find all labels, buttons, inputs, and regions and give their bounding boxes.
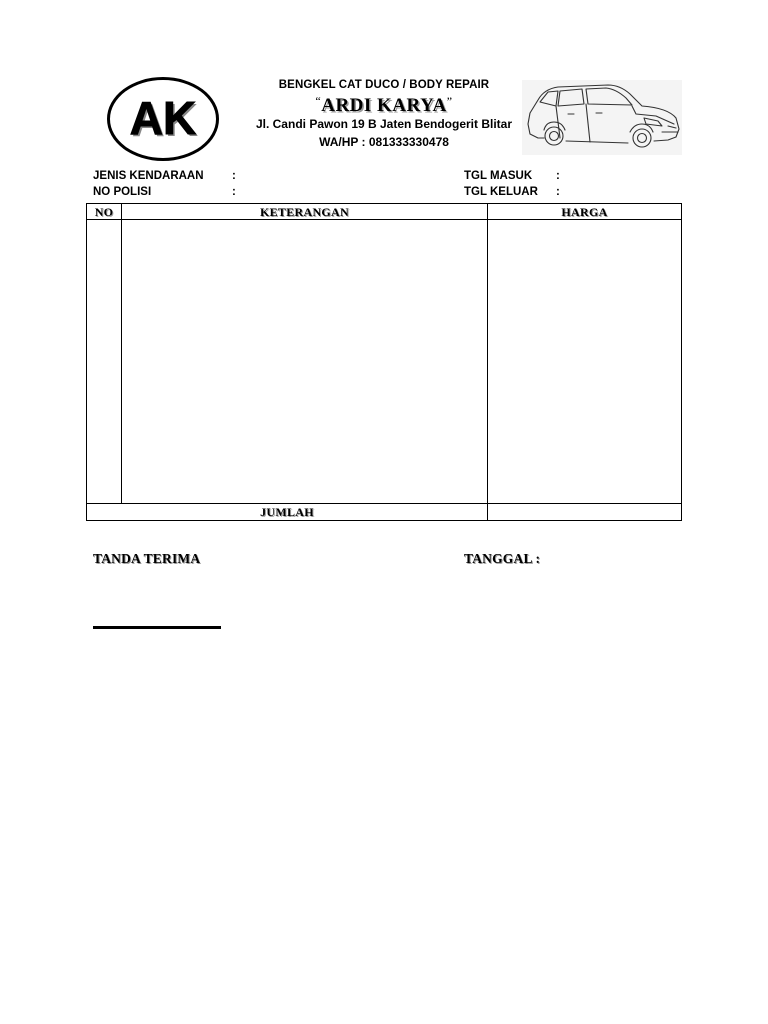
business-contact: WA/HP : 081333330478 bbox=[319, 135, 449, 149]
total-value-cell[interactable] bbox=[488, 504, 681, 520]
harga-cell[interactable] bbox=[488, 220, 681, 503]
tanggal-label: TANGGAL : bbox=[464, 551, 541, 566]
business-type: BENGKEL CAT DUCO / BODY REPAIR bbox=[278, 79, 490, 91]
header-harga: HARGA bbox=[561, 205, 608, 219]
colon-tgl-keluar: : bbox=[556, 186, 560, 198]
colon-no-polisi: : bbox=[232, 186, 236, 198]
total-label: JUMLAH bbox=[260, 505, 314, 519]
invoice-table bbox=[86, 203, 682, 521]
header-no: NO bbox=[94, 205, 114, 219]
colon-tgl-masuk: : bbox=[556, 170, 560, 182]
label-no-polisi: NO POLISI bbox=[93, 186, 152, 198]
business-name bbox=[230, 94, 538, 117]
label-tgl-masuk: TGL MASUK bbox=[464, 170, 533, 182]
logo-text: AK bbox=[129, 92, 197, 144]
keterangan-cell[interactable] bbox=[122, 220, 487, 503]
signature-line bbox=[93, 626, 221, 629]
open-quote: “ bbox=[315, 94, 322, 108]
header-keterangan: KETERANGAN bbox=[259, 205, 349, 219]
label-tgl-keluar: TGL KELUAR bbox=[464, 186, 538, 198]
label-jenis-kendaraan: JENIS KENDARAAN bbox=[93, 170, 204, 182]
business-name-text: ARDI KARYA bbox=[321, 95, 447, 116]
colon-jenis-kendaraan: : bbox=[232, 170, 236, 182]
tanda-terima-label: TANDA TERIMA bbox=[93, 551, 201, 566]
car-illustration bbox=[522, 80, 682, 155]
close-quote: ” bbox=[446, 94, 453, 108]
business-address: Jl. Candi Pawon 19 B Jaten Bendogerit Blitar bbox=[255, 117, 513, 131]
